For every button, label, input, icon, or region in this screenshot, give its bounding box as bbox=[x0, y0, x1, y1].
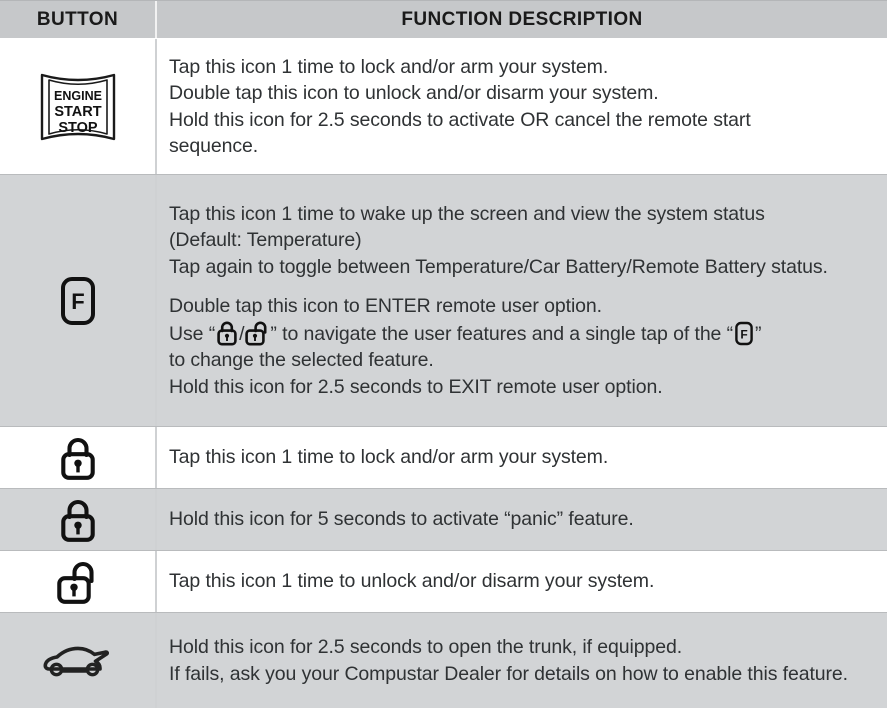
description-line: sequence. bbox=[169, 135, 259, 157]
unlock-icon bbox=[55, 558, 101, 606]
column-header-button: BUTTON bbox=[0, 1, 157, 38]
description-line: Double tap this icon to ENTER remote user option. bbox=[169, 295, 602, 318]
description-line: Tap this icon 1 time to wake up the screen and view the system status bbox=[169, 202, 765, 225]
table-header-row bbox=[0, 0, 887, 38]
description-cell bbox=[157, 175, 887, 426]
lock-icon bbox=[58, 496, 98, 544]
f-letter: F bbox=[70, 288, 85, 314]
use-prefix-text: Use “ bbox=[169, 322, 216, 345]
description-line: Hold this icon for 2.5 seconds to activate OR cancel the remote start bbox=[169, 108, 751, 131]
button-icon-cell bbox=[0, 427, 157, 488]
description-line: Tap this icon 1 time to lock and/or arm your system. bbox=[169, 55, 609, 78]
engine-label: ENGINE bbox=[53, 88, 102, 103]
description-blank-line bbox=[169, 280, 875, 293]
navigate-text: ” to navigate the user features and a single tap of the “ bbox=[270, 322, 734, 345]
stop-label: STOP bbox=[57, 119, 98, 136]
table-row bbox=[0, 612, 887, 708]
description-cell bbox=[157, 39, 887, 174]
f-button-icon bbox=[58, 275, 98, 327]
description-cell bbox=[157, 427, 887, 488]
table-row bbox=[0, 426, 887, 488]
column-header-function-description: FUNCTION DESCRIPTION bbox=[401, 8, 643, 30]
description-line: Hold this icon for 2.5 seconds to open the trunk, if equipped. bbox=[169, 636, 683, 658]
table-row bbox=[0, 550, 887, 612]
description-line: Tap this icon 1 time to lock and/or arm your system. bbox=[169, 446, 609, 469]
table-row bbox=[0, 174, 887, 426]
description-line: to change the selected feature. bbox=[169, 349, 434, 372]
description-line-with-icons bbox=[169, 320, 875, 348]
svg-text:F: F bbox=[740, 327, 748, 342]
button-icon-cell bbox=[0, 39, 157, 174]
start-label: START bbox=[53, 103, 102, 120]
car-trunk-icon bbox=[42, 641, 114, 681]
button-icon-cell bbox=[0, 613, 157, 708]
description-cell bbox=[157, 613, 887, 708]
slash-separator: / bbox=[239, 322, 245, 345]
description-line: If fails, ask you your Compustar Dealer for details on how to enable this feature. bbox=[169, 662, 848, 685]
button-icon-cell bbox=[0, 489, 157, 550]
table-row bbox=[0, 488, 887, 550]
description-line: Tap this icon 1 time to unlock and/or disarm your system. bbox=[169, 570, 655, 593]
description-line: (Default: Temperature) bbox=[169, 229, 362, 252]
f-button-icon bbox=[734, 320, 754, 346]
description-line: Hold this icon for 2.5 seconds to EXIT remote user option. bbox=[169, 375, 663, 398]
button-icon-cell bbox=[0, 551, 157, 612]
description-line: Hold this icon for 5 seconds to activate “panic” feature. bbox=[169, 508, 634, 531]
lock-icon bbox=[58, 434, 98, 482]
table-row bbox=[0, 38, 887, 174]
closing-quote: ” bbox=[755, 322, 762, 345]
description-line: Tap again to toggle between Temperature/Car Battery/Remote Battery status. bbox=[169, 255, 828, 278]
unlock-icon bbox=[245, 320, 269, 346]
button-icon-cell bbox=[0, 175, 157, 426]
lock-icon bbox=[216, 320, 238, 346]
description-line: Double tap this icon to unlock and/or disarm your system. bbox=[169, 82, 659, 104]
engine-start-stop-button-icon bbox=[36, 69, 120, 145]
description-cell bbox=[157, 489, 887, 550]
description-cell bbox=[157, 551, 887, 612]
